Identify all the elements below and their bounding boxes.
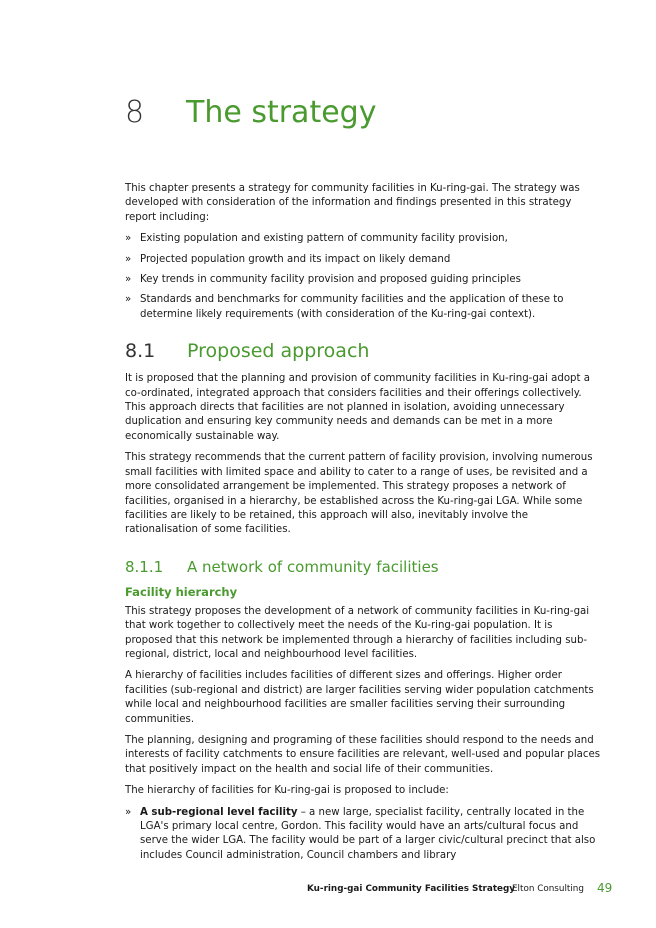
section-title: Proposed approach — [187, 340, 370, 363]
facility-hierarchy-heading: Facility hierarchy — [125, 584, 238, 599]
paragraph: This strategy proposes the development of a network of community facilities in Ku-ring-gai that work together to collectively meet the needs of the Ku-ring-gai population. It is proposed that this network be implemented through a hierarchy of facilities including sub-regional, district, local and neighbourhood level facilities. — [125, 605, 590, 660]
subsection-heading-8-1-1 — [125, 558, 603, 576]
section-heading-8-1 — [125, 340, 603, 362]
bullet-glyph: » — [125, 294, 132, 306]
paragraph: It is proposed that the planning and provision of community facilities in Ku-ring-gai adopt a co-ordinated, integrated approach that considers facilities and their offerings collectively. This approach directs that facilities are not planned in isolation, avoiding unnecessary duplication and ensuring key community needs and demands can be met in a more economically sustainable way. — [125, 373, 590, 442]
list-item — [125, 273, 603, 287]
list-item — [125, 232, 603, 246]
hierarchy-bullet-list — [125, 806, 603, 864]
intro-bullet-list — [125, 232, 603, 322]
page-content — [125, 182, 603, 869]
list-item-text: – a new large, specialist facility, centrally located in the LGA's primary local centre, Gordon. This facility would have an arts/cultural focus and serve the wider LGA. The facility would be part of a larger civic/cultural precinct that also includes Council administration, Council chambers and library — [140, 806, 596, 861]
paragraph: This strategy recommends that the current pattern of facility provision, involving numerous small facilities with limited space and ability to cater to a range of uses, be revisited and a more consolidated arrangement be implemented. This strategy proposes a network of facilities, organised in a hierarchy, be established across the Ku-ring-gai LGA. While some facilities are likely to be retained, this approach will also, inevitably involve the rationalisation of some facilities. — [125, 452, 593, 536]
page-number: 49 — [597, 881, 613, 895]
bullet-glyph: » — [125, 274, 132, 286]
bullet-glyph: » — [125, 806, 132, 818]
list-item-text: Projected population growth and its impact on likely demand — [140, 253, 451, 265]
list-item-text: Existing population and existing pattern of community facility provision, — [140, 233, 508, 245]
list-item — [125, 293, 603, 322]
paragraph: The planning, designing and programing of these facilities should respond to the needs and interests of facility catchments to ensure facilities are relevant, well-used and popular places that positively impact on the health and social life of their communities. — [125, 734, 601, 775]
footer-document-title: Ku-ring-gai Community Facilities Strategy — [307, 884, 516, 894]
paragraph: The hierarchy of facilities for Ku-ring-gai is proposed to include: — [125, 785, 449, 797]
footer-organisation: Elton Consulting — [512, 884, 584, 894]
list-item-bold: A sub-regional level facility — [140, 806, 298, 818]
intro-paragraph: This chapter presents a strategy for community facilities in Ku-ring-gai. The strategy was developed with consideration of the information and findings presented in this strategy report including: — [125, 183, 580, 223]
subsection-title: A network of community facilities — [187, 557, 439, 576]
bullet-glyph: » — [125, 253, 132, 265]
list-item — [125, 253, 603, 267]
list-item — [125, 806, 603, 864]
list-item-text: Standards and benchmarks for community facilities and the application of these to determine likely requirements (with consideration of the Ku-ring-gai context). — [140, 294, 564, 320]
paragraph: A hierarchy of facilities includes facilities of different sizes and offerings. Higher order facilities (sub-regional and district) are larger facilities serving wider population catchments while local and neighbourhood facilities are smaller facilities serving their surrounding communities. — [125, 670, 594, 725]
list-item-text: Key trends in community facility provision and proposed guiding principles — [140, 274, 521, 286]
bullet-glyph: » — [125, 233, 132, 245]
section-number: 8.1 — [125, 340, 156, 363]
chapter-title: The strategy — [186, 95, 377, 130]
chapter-number: 8 — [125, 95, 145, 130]
subsection-number: 8.1.1 — [125, 557, 164, 576]
